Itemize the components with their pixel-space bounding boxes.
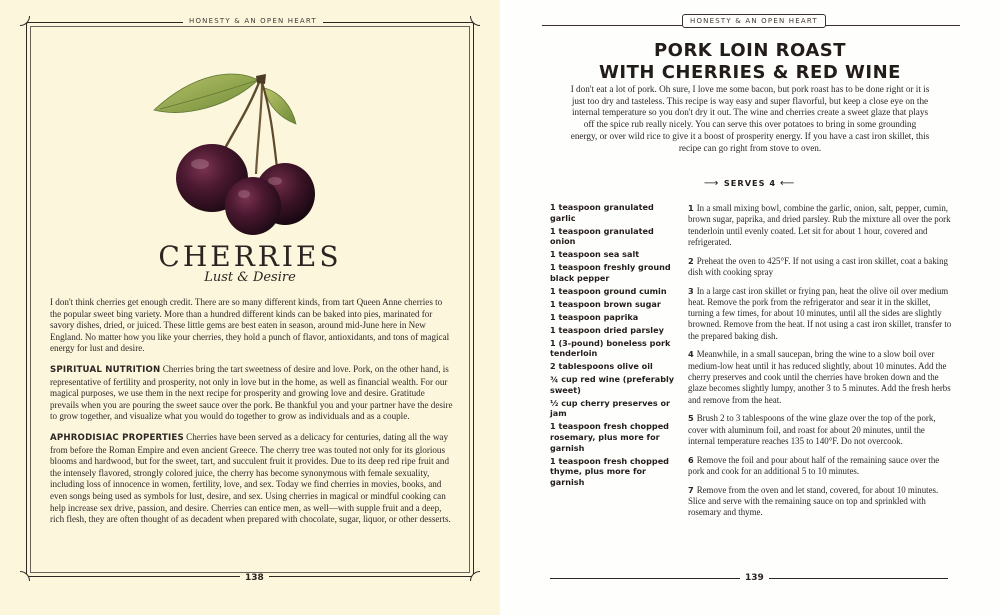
arrow-right-icon: ⟶ — [704, 178, 719, 189]
step-item — [688, 286, 952, 342]
recipe-title — [500, 40, 1000, 84]
step-item — [688, 413, 952, 447]
ingredient-item: 1 teaspoon brown sugar — [550, 298, 661, 309]
footer-rule — [762, 578, 948, 579]
ingredient-item: 1 teaspoon paprika — [550, 311, 639, 322]
ingredient-item: ½ cup cherry preserves or jam — [550, 397, 671, 419]
recipe-title-line: WITH CHERRIES & RED WINE — [599, 62, 901, 83]
ingredient-item: 1 teaspoon dried parsley — [550, 324, 664, 335]
running-head: HONESTY & AN OPEN HEART — [682, 14, 826, 28]
ingredient-item: 1 teaspoon granulated onion — [550, 225, 654, 247]
step-item — [688, 485, 952, 519]
page-number: 138 — [240, 573, 269, 583]
arrow-left-icon: ⟵ — [780, 178, 795, 189]
step-text: Preheat the oven to 425°F. If not using a cast iron skillet, coat a baking dish with cooking spray — [688, 255, 948, 277]
page-subtitle: Lust & Desire — [204, 270, 296, 285]
step-item — [688, 203, 952, 248]
ingredient-item: 2 tablespoons olive oil — [550, 361, 653, 372]
ingredient-item: 1 teaspoon sea salt — [550, 249, 640, 260]
step-text: Remove the foil and pour about half of the remaining sauce over the pork and cook for an additional 5 to 10 minutes. — [688, 454, 940, 476]
spiritual-nutrition-paragraph — [50, 364, 454, 423]
step-number: 6 — [688, 454, 694, 465]
step-item — [688, 349, 952, 405]
section-text: Cherries bring the tart sweetness of desire and love. Pork, on the other hand, is representative of fertility and prosperity, not only in love but in the home, as well as financial wealth. For our magical purposes, we use them in the next recipe for prosperity and growing love and desire. Gratitude prevails when you are pouring the sweet sauce over the pork. Be thankful you and your partner have the desire to grow together, and visualize what you would do together to grow as individuals and as a couple. — [50, 363, 453, 422]
section-text: Cherries have been served as a delicacy for centuries, dating all the way from before the Roman Empire and even ancient Greece. The cherry tree was touted not only for its glorious blooms and hardwood, but for the sweet, tart, and succulent fruit it provides. Due to its deep red ripe fruit and the intensely flavored, strongly colored juice, the cherry has become synonymous with female sexuality, including loss of innocence in women, fertility, love, and sex. Today we find cherries in movies, books, and even songs being used as symbols for lust, desire, and sex. Using cherries in magical or mindful cooking can help increase sex drive, passion, and desire. Cherries can entice men, as well—with supple fruit and a deep, rich flesh, they are often thought of as decadent when prepared with chocolate, sugar, liquor, or other desserts. — [50, 431, 451, 525]
step-text: In a large cast iron skillet or frying pan, heat the olive oil over medium heat. Remove the pork from the refrigerator and sear it in the skillet, turning a few times, for about 10 minutes, until all the sides are slightly browned. Remove from the heat. If not using a cast iron skillet, transfer to the prepared baking dish. — [688, 285, 952, 341]
step-text: Remove from the oven and let stand, covered, for about 10 minutes. Slice and serve with the remaining sauce on top and sprinkled with rosemary and thyme. — [688, 484, 939, 518]
step-text: Brush 2 to 3 tablespoons of the wine glaze over the top of the pork, cover with aluminum foil, and roast for about 20 minutes, until the internal temperature reaches 135 to 140°F. Do not overcook. — [688, 413, 936, 446]
serves-label: SERVES 4 — [723, 178, 777, 188]
cherries-illustration — [140, 66, 315, 238]
running-head-rule — [818, 25, 960, 26]
ingredient-item: 1 teaspoon freshly ground black pepper — [550, 262, 671, 283]
running-head: HONESTY & AN OPEN HEART — [183, 17, 323, 25]
step-item — [688, 455, 952, 478]
section-label: SPIRITUAL NUTRITION — [50, 364, 161, 375]
ingredient-list — [550, 202, 680, 490]
page-title: CHERRIES — [158, 240, 342, 273]
step-text: Meanwhile, in a small saucepan, bring the wine to a slow boil over medium-low heat until it has reduced slightly, about 10 minutes. Add the cherry preserves and cook until the cherries have broken down and the glaze becomes slightly lumpy, another 3 to 5 minutes. Add the fresh herbs and remove from the heat. — [688, 349, 951, 405]
step-item — [688, 256, 952, 279]
intro-paragraph: I don't think cherries get enough credit. There are so many different kinds, from tart Queen Anne cherries to the popular sweet bing variety. More than a hundred different kinds can be baked into pies, marinated for savory dishes, dried, or juiced. These little gems are best eaten in season, around mid-June here in New England. No matter how you like your cherries, they hold a punch of flavor, antioxidants, and tons of magical energy for lust and desire. — [50, 297, 450, 354]
section-label: APHRODISIAC PROPERTIES — [50, 432, 184, 443]
left-body-text — [50, 297, 454, 535]
ingredient-item: 1 (3-pound) boneless pork tenderloin — [550, 337, 671, 359]
step-number: 3 — [688, 285, 694, 296]
step-number: 7 — [688, 484, 694, 495]
ingredient-item: 1 teaspoon ground cumin — [550, 285, 667, 296]
ingredient-item: 1 teaspoon fresh chopped rosemary, plus more for garnish — [550, 421, 669, 453]
ingredient-item: ¾ cup red wine (preferably sweet) — [550, 374, 675, 395]
step-number: 1 — [688, 203, 694, 213]
ingredient-item: 1 teaspoon granulated garlic — [550, 202, 654, 223]
footer-rule — [550, 578, 740, 579]
step-list — [688, 203, 952, 526]
step-number: 5 — [688, 413, 694, 424]
step-number: 4 — [688, 349, 694, 360]
ingredient-item: 1 teaspoon fresh chopped thyme, plus more for garnish — [550, 455, 669, 487]
step-text: In a small mixing bowl, combine the garlic, onion, salt, pepper, cumin, brown sugar, paprika, and dried parsley. Rub the mixture all over the pork tenderloin until evenly coated. Let sit for about 1 hour, covered and refrigerated. — [688, 203, 951, 247]
page-number: 139 — [740, 573, 769, 583]
aphrodisiac-paragraph — [50, 432, 454, 526]
recipe-intro: I don't eat a lot of pork. Oh sure, I love me some bacon, but pork roast has to be done right or it is just too dry and tasteless. This recipe is way easy and super flavorful, but keep a close eye on the internal temperature so you don't dry it out. The wine and cherries create a sweet glaze that plays off the spice rub really nicely. You can serve this over potatoes to bring in some grounding energy, or over wild rice to give it a boost of prosperity energy. If you have a cast iron skillet, this recipe can go right from stove to oven. — [570, 84, 930, 153]
right-page — [500, 0, 1000, 615]
step-number: 2 — [688, 255, 694, 266]
running-head-rule — [542, 25, 682, 26]
recipe-title-line: PORK LOIN ROAST — [653, 40, 847, 61]
